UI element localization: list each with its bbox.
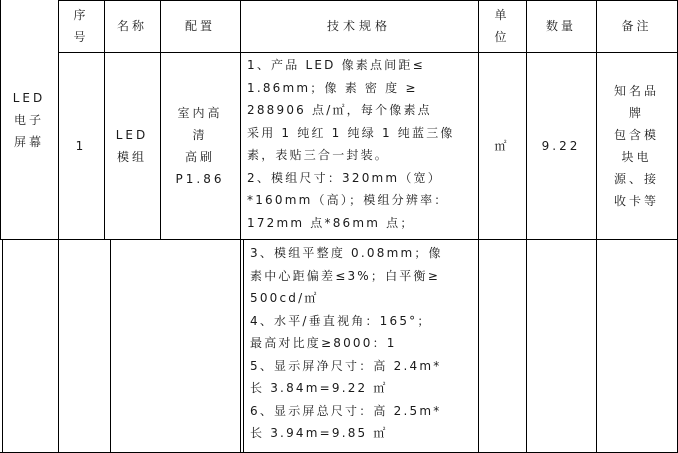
table-block-2: [0, 240, 678, 453]
spec-line: 长 3.94m=9.85 ㎡: [250, 426, 388, 440]
spec-line: 288906 点/㎡，每个像素点: [247, 103, 432, 117]
row1-remark: [596, 52, 677, 239]
spec-line: 172mm 点*86mm 点；: [247, 215, 415, 230]
header-name: 名称: [116, 19, 147, 33]
header-seq: [58, 0, 104, 52]
row2-spec: [250, 242, 476, 445]
row1-name: [104, 52, 160, 239]
spec-line: 采用 1 纯红 1 纯绿 1 纯蓝三像: [247, 125, 455, 140]
header-seq-line: 序: [73, 8, 89, 22]
row1-name-line: LED: [115, 127, 149, 142]
spec-line: 长 3.84m=9.22 ㎡: [250, 381, 388, 395]
row1-remark-line: 收卡等: [613, 193, 659, 208]
header-seq-line: 号: [73, 30, 89, 44]
row1-unit: ㎡: [494, 138, 510, 153]
row1-config-line: P1.86: [175, 171, 225, 186]
header-spec: 技术规格: [326, 19, 391, 33]
header-unit-line: 单: [494, 8, 510, 22]
header-remark: 备注: [621, 19, 652, 33]
spec-line: 500cd/㎡: [250, 291, 319, 305]
row1-config-line: 高刷: [184, 149, 215, 164]
spec-line: 最高对比度≥8000：1: [250, 336, 397, 350]
row1-remark-line: 源、接: [613, 171, 659, 186]
row1-category: [0, 0, 58, 239]
row1-spec: [247, 54, 477, 234]
row1-qty: 9.22: [541, 138, 581, 153]
header-unit-line: 位: [494, 30, 510, 44]
spec-line: *160mm（高）；模组分辨率：: [247, 193, 449, 207]
row1-category-line: 电子: [13, 112, 44, 127]
spec-line: 4、水平/垂直视角：165°；: [250, 313, 432, 328]
row1-config-line: 清: [192, 127, 208, 142]
spec-line: 5、显示屏净尺寸：高 2.4m*: [250, 358, 442, 373]
row1-remark-line: 牌: [628, 105, 644, 120]
header-qty: 数量: [545, 19, 576, 33]
row1-category-line: 屏幕: [13, 134, 44, 149]
spec-line: 1.86mm；像 素 密 度 ≥: [247, 80, 418, 95]
header-unit: [478, 0, 526, 52]
row1-remark-line: 包含模: [613, 127, 659, 142]
spec-line: 3、模组平整度 0.08mm；像: [250, 246, 443, 260]
header-config: 配置: [184, 19, 215, 33]
spec-line: 2、模组尺寸：320mm（宽）: [247, 170, 442, 185]
spec-line: 1、产品 LED 像素点间距≤: [247, 58, 425, 72]
spec-line: 素中心距偏差≤3%；白平衡≥: [250, 268, 440, 283]
row1-category-line: LED: [12, 90, 46, 105]
row1-seq: 1: [75, 138, 87, 153]
row1-config: [160, 52, 240, 239]
row1-config-line: 室内高: [177, 105, 223, 120]
row1-remark-line: 知名品: [613, 83, 659, 98]
spec-line: 素，表贴三合一封装。: [247, 148, 390, 162]
row1-remark-line: 块电: [621, 149, 652, 164]
spec-line: 6、显示屏总尺寸：高 2.5m*: [250, 403, 442, 418]
row1-name-line: 模组: [116, 149, 147, 164]
